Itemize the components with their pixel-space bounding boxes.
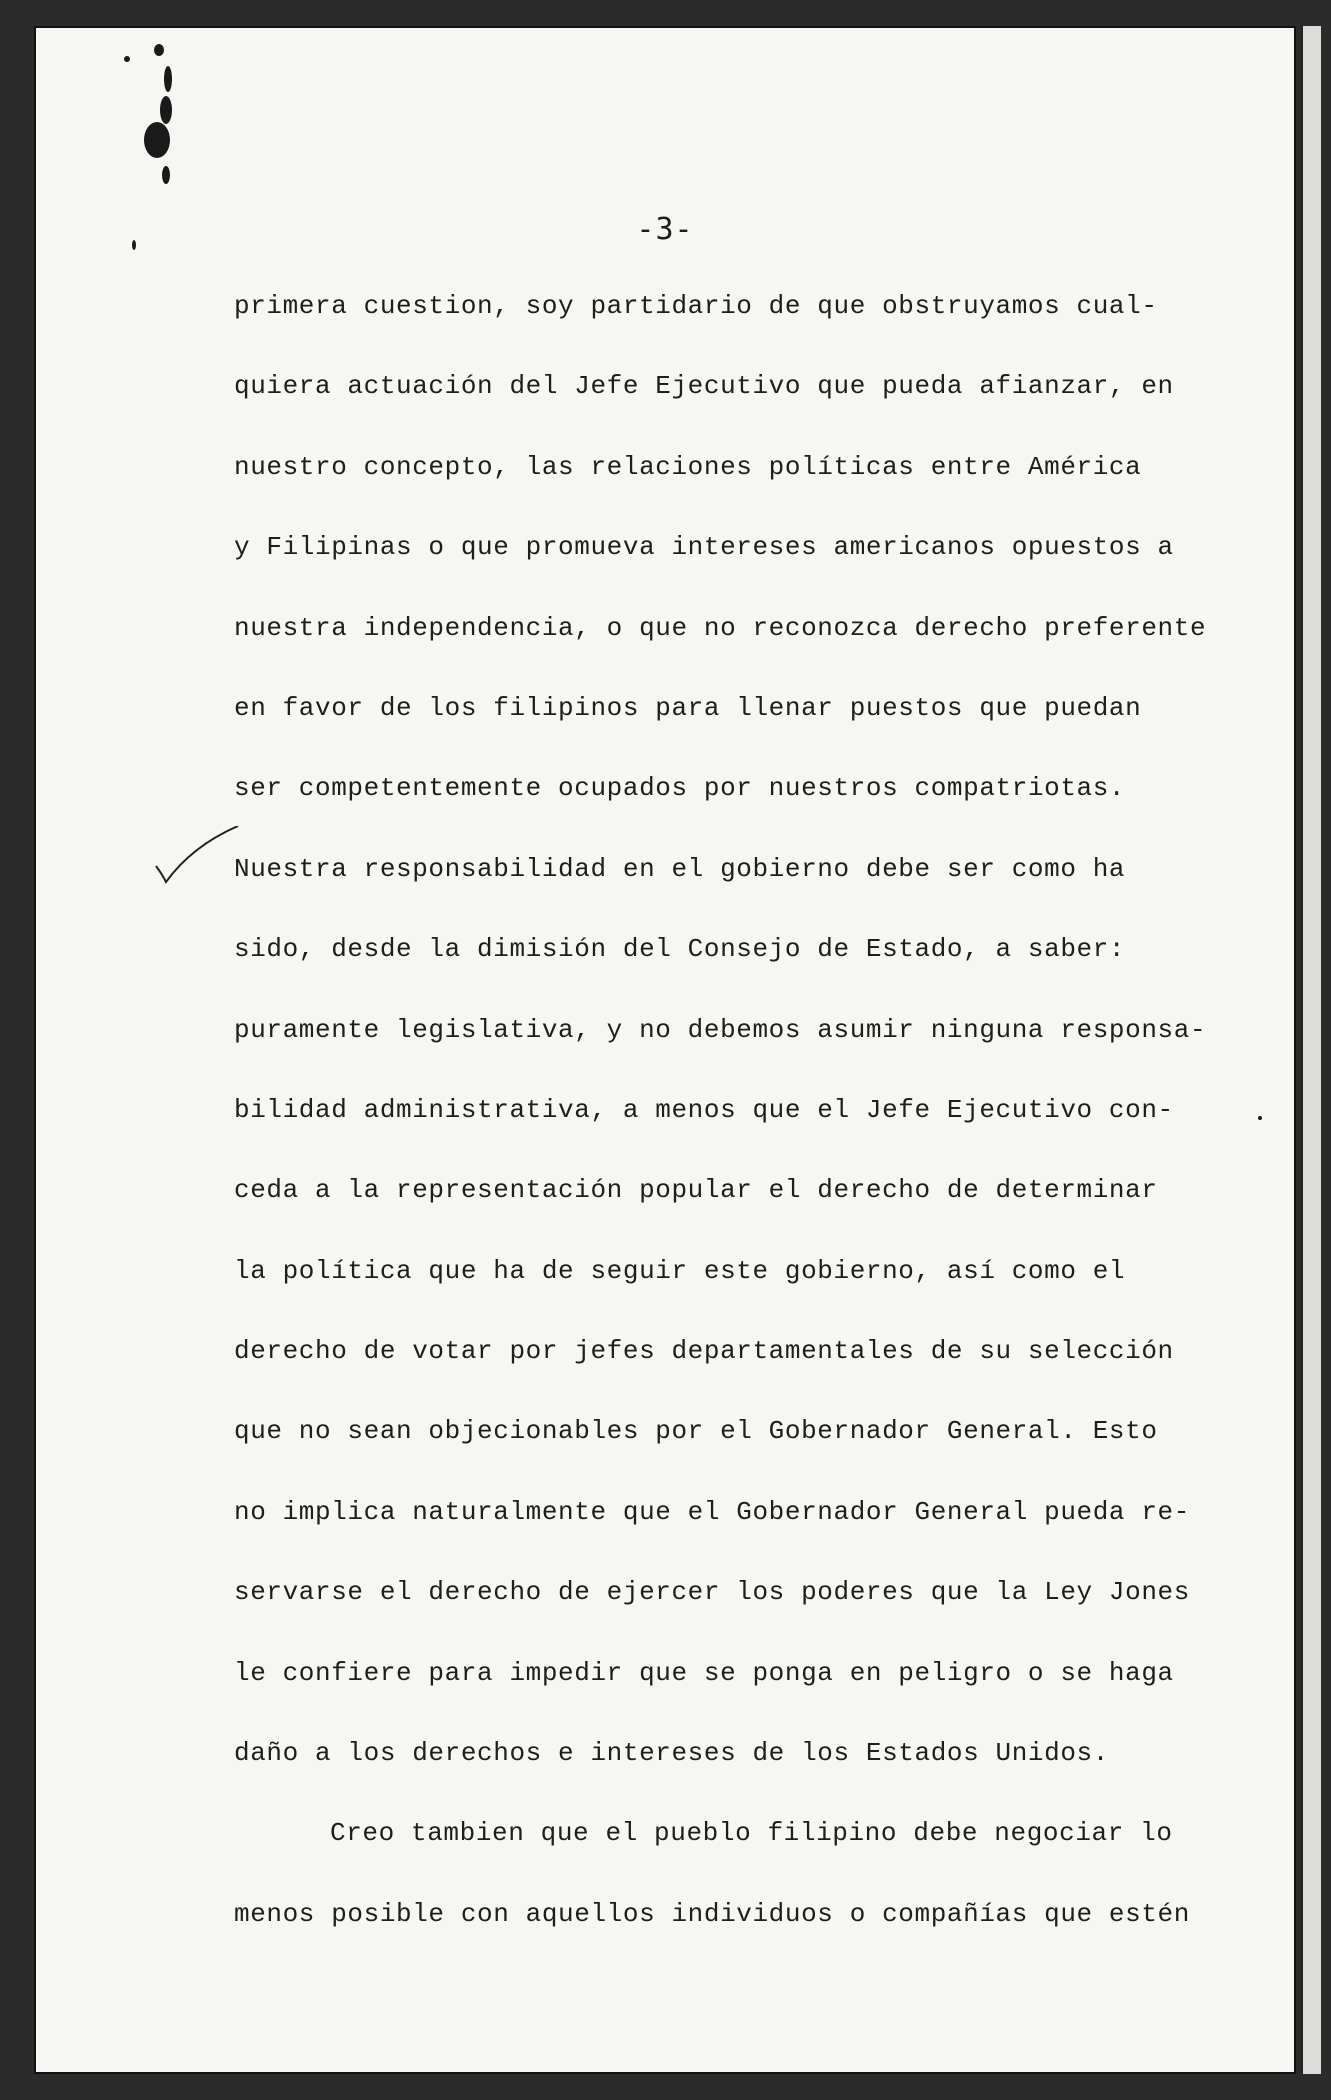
- text-line: servarse el derecho de ejercer los poderes que la Ley Jones: [234, 1577, 1190, 1608]
- ink-speck: [162, 166, 170, 184]
- page-number: -3-: [636, 212, 694, 247]
- text-line: primera cuestion, soy partidario de que obstruyamos cual-: [234, 291, 1158, 321]
- text-line: y Filipinas o que promueva intereses americanos opuestos a: [234, 532, 1174, 563]
- ink-speck: [160, 96, 172, 124]
- ink-speck: [1258, 1116, 1262, 1120]
- text-line: puramente legislativa, y no debemos asumir ninguna responsa-: [234, 1014, 1207, 1045]
- text-line: ceda a la representación popular el derecho de determinar: [234, 1175, 1158, 1206]
- text-line: en favor de los filipinos para llenar puestos que puedan: [234, 692, 1142, 723]
- ink-speck: [124, 56, 130, 62]
- text-line: no implica naturalmente que el Gobernador General pueda re-: [234, 1496, 1190, 1527]
- ink-speck: [164, 66, 172, 92]
- text-line: Nuestra responsabilidad en el gobierno debe ser como ha: [234, 853, 1126, 884]
- text-line: la política que ha de seguir este gobierno, así como el: [234, 1255, 1126, 1286]
- text-line: Creo tambien que el pueblo filipino debe negociar lo: [330, 1818, 1173, 1849]
- body-text: [234, 288, 1244, 1976]
- check-mark-icon: [152, 826, 242, 886]
- ink-blot: [144, 122, 170, 158]
- page-edge: [1301, 26, 1321, 2074]
- text-line: menos posible con aquellos individuos o compañías que estén: [234, 1898, 1190, 1929]
- text-line: ser competentemente ocupados por nuestros compatriotas.: [234, 773, 1126, 804]
- text-line: daño a los derechos e intereses de los Estados Unidos.: [234, 1738, 1109, 1769]
- document-page: [34, 26, 1296, 2074]
- text-line: derecho de votar por jefes departamentales de su selección: [234, 1336, 1174, 1367]
- text-line: nuestro concepto, las relaciones políticas entre América: [234, 451, 1142, 482]
- text-line: que no sean objecionables por el Gobernador General. Esto: [234, 1416, 1158, 1447]
- text-line: nuestra independencia, o que no reconozca derecho preferente: [234, 612, 1207, 643]
- ink-speck: [154, 44, 164, 56]
- text-line: bilidad administrativa, a menos que el Jefe Ejecutivo con-: [234, 1094, 1174, 1125]
- text-line: le confiere para impedir que se ponga en peligro o se haga: [234, 1657, 1174, 1688]
- text-line: sido, desde la dimisión del Consejo de Estado, a saber:: [234, 934, 1126, 965]
- text-line: quiera actuación del Jefe Ejecutivo que pueda afianzar, en: [234, 371, 1174, 402]
